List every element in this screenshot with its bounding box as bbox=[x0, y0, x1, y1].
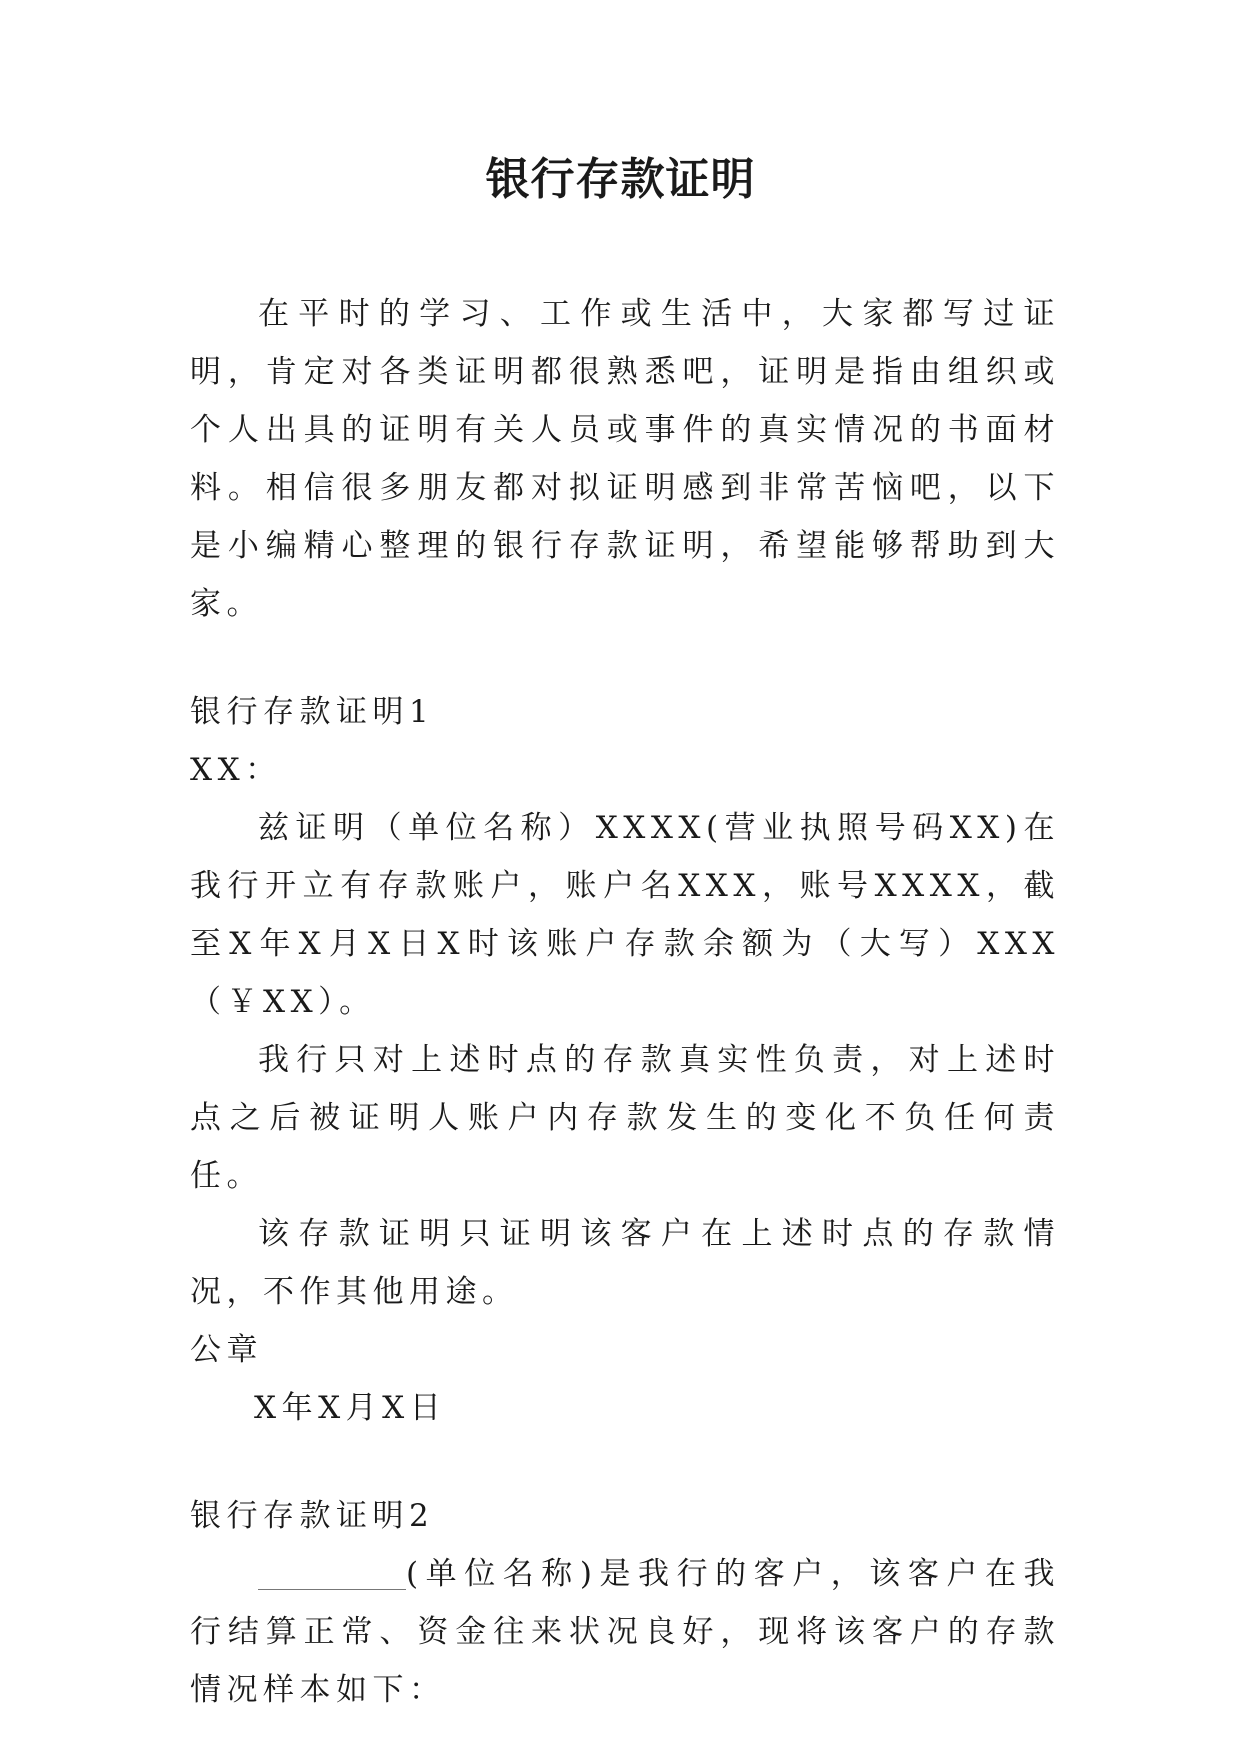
section2-paragraph-1-text: (单位名称)是我行的客户，该客户在我行结算正常、资金往来状况良好，现将该客户的存款情况样本如下： bbox=[190, 1556, 1060, 1708]
section1-heading: 银行存款证明1 bbox=[190, 694, 435, 730]
section2-heading: 银行存款证明2 bbox=[190, 1498, 435, 1534]
fill-in-blank bbox=[258, 1551, 406, 1590]
section1-paragraph-3: 该存款证明只证明该客户在上述时点的存款情况，不作其他用途。 bbox=[190, 1216, 1060, 1310]
section1-date: X年X月X日 bbox=[254, 1390, 447, 1426]
section1-paragraph-2: 我行只对上述时点的存款真实性负责，对上述时点之后被证明人账户内存款发生的变化不负任何责任。 bbox=[190, 1042, 1060, 1194]
intro-paragraph: 在平时的学习、工作或生活中，大家都写过证明，肯定对各类证明都很熟悉吧，证明是指由组织或个人出具的证明有关人员或事件的真实情况的书面材料。相信很多朋友都对拟证明感到非常苦恼吧，以下是小编精心整理的银行存款证明，希望能够帮助到大家。 bbox=[190, 296, 1060, 622]
section1-seal: 公章 bbox=[190, 1332, 263, 1368]
spacer bbox=[190, 633, 1060, 683]
section1-paragraph-1: 兹证明（单位名称）XXXX(营业执照号码XX)在我行开立有存款账户，账户名XXX，账号XXXX，截至X年X月X日X时该账户存款余额为（大写）XXX（￥XX）。 bbox=[190, 810, 1060, 1020]
section1-salutation: XX： bbox=[190, 752, 282, 788]
document-body bbox=[190, 285, 1060, 1719]
section2-paragraph-1 bbox=[190, 1545, 1060, 1719]
spacer bbox=[190, 1437, 1060, 1487]
document-title: 银行存款证明 bbox=[485, 154, 756, 205]
